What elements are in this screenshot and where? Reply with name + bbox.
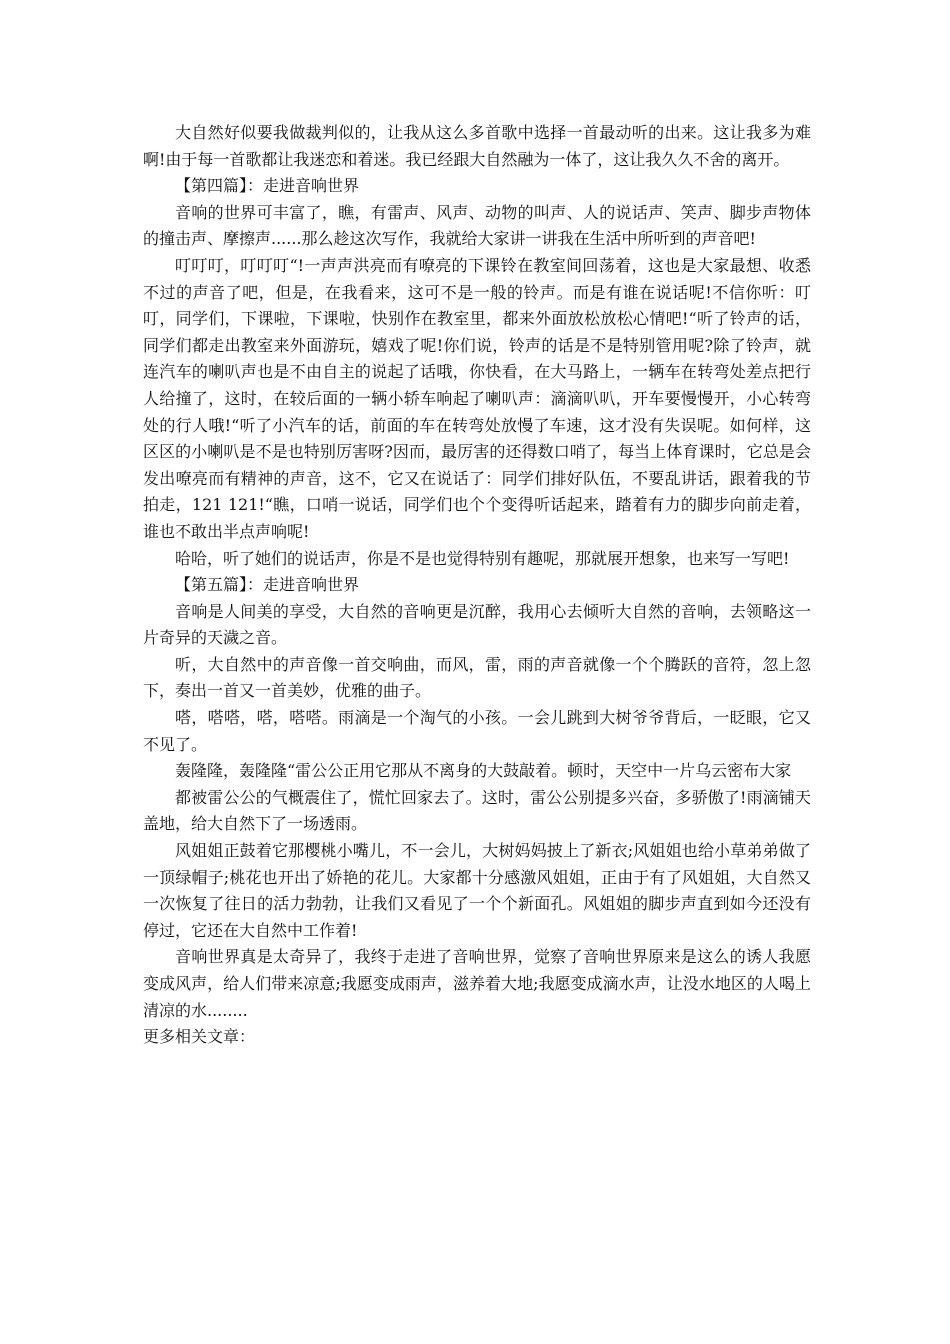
paragraph: 轰隆隆，轰隆隆“雷公公正用它那从不离身的大鼓敲着。顿时，天空中一片乌云密布大家 <box>175 761 792 781</box>
paragraph: 哈哈，听了她们的说话声，你是不是也觉得特别有趣呢，那就展开想象，也来写一写吧! <box>175 548 790 568</box>
paragraph: 听，大自然中的声音像一首交响曲，而风，雷，雨的声音就像一个个腾跃的音符，忽上忽下，奏出一首又一首美妙，优雅的曲子。 <box>143 654 811 701</box>
paragraph: 音响世界真是太奇异了，我终于走进了音响世界，觉察了音响世界原来是这么的诱人我愿变成风声，给人们带来凉意;我愿变成雨声，滋养着大地;我愿变成滴水声，让没水地区的人喝上清凉的水........ <box>143 947 811 1020</box>
paragraph: 都被雷公公的气概震住了，慌忙回家去了。这时，雷公公别提多兴奋，多骄傲了!雨滴铺天盖地，给大自然下了一场透雨。 <box>143 787 811 834</box>
section-heading-5: 【第五篇】：走进音响世界 <box>175 575 360 595</box>
paragraph: 风姐姐正鼓着它那樱桃小嘴儿，不一会儿，大树妈妈披上了新衣;风姐姐也给小草弟弟做了一顶绿帽子;桃花也开出了娇艳的花儿。大家都十分感激风姐姐，正由于有了风姐姐，大自然又一次恢复了往日的活力勃勃，让我们又看见了一个个新面孔。风姐姐的脚步声直到如今还没有停过，它还在大自然中工作着! <box>143 841 811 940</box>
paragraph: 大自然好似要我做裁判似的，让我从这么多首歌中选择一首最动听的出来。这让我多为难啊!由于每一首歌都让我迷恋和着迷。我已经跟大自然融为一体了，这让我久久不舍的离开。 <box>143 123 811 169</box>
paragraph: 音响是人间美的享受，大自然的音响更是沉醉，我用心去倾听大自然的音响，去领略这一片奇异的天濊之音。 <box>143 601 811 648</box>
paragraph: 叮叮叮，叮叮叮“!一声声洪亮而有嘹亮的下课铃在教室间回荡着，这也是大家最想、收悉不过的声音了吧，但是，在我看来，这可不是一般的铃声。而是有谁在说话呢!不信你听：叮叮，同学们，下课啦，下课啦，快别作在教室里，都来外面放松放松心情吧!“听了铃声的话，同学们都走出教室来外面游玩，嬉戏了呢!你们说，铃声的话是不是特别管用呢?除了铃声，就连汽车的喇叭声也是不由自主的说起了话哦，你快看，在大马路上，一辆车在转弯处差点把行人给撞了，这时，在较后面的一辆小轿车响起了喇叭声：滴滴叭叭，开车要慢慢开，小心转弯处的行人哦!“听了小汽车的话，前面的车在转弯处放慢了车速，这才没有失误呢。如何样，这区区的小喇叭是不是也特别厉害呀?因而，最厉害的还得数口哨了，每当上体育课时，它总是会发出嘹亮而有精神的声音，这不，它又在说话了：同学们排好队伍，不要乱讲话，跟着我的节拍走，121 121!“瞧，口哨一说话，同学们也个个变得听话起来，踏着有力的脚步向前走着，谁也不敢出半点声响呢! <box>143 255 811 541</box>
related-articles-link[interactable]: 更多相关文章： <box>143 1027 256 1047</box>
article-body <box>143 120 811 1051</box>
paragraph: 音响的世界可丰富了，瞧，有雷声、风声、动物的叫声、人的说话声、笑声、脚步声物体的撞击声、摩擦声......那么趁这次写作，我就给大家讲一讲我在生活中所听到的声音吧! <box>143 202 811 249</box>
section-heading-4: 【第四篇】：走进音响世界 <box>175 176 360 196</box>
paragraph: 嗒，嗒嗒，嗒，嗒嗒。雨滴是一个淘气的小孩。一会儿跳到大树爷爷背后，一眨眼，它又不见了。 <box>143 708 811 754</box>
